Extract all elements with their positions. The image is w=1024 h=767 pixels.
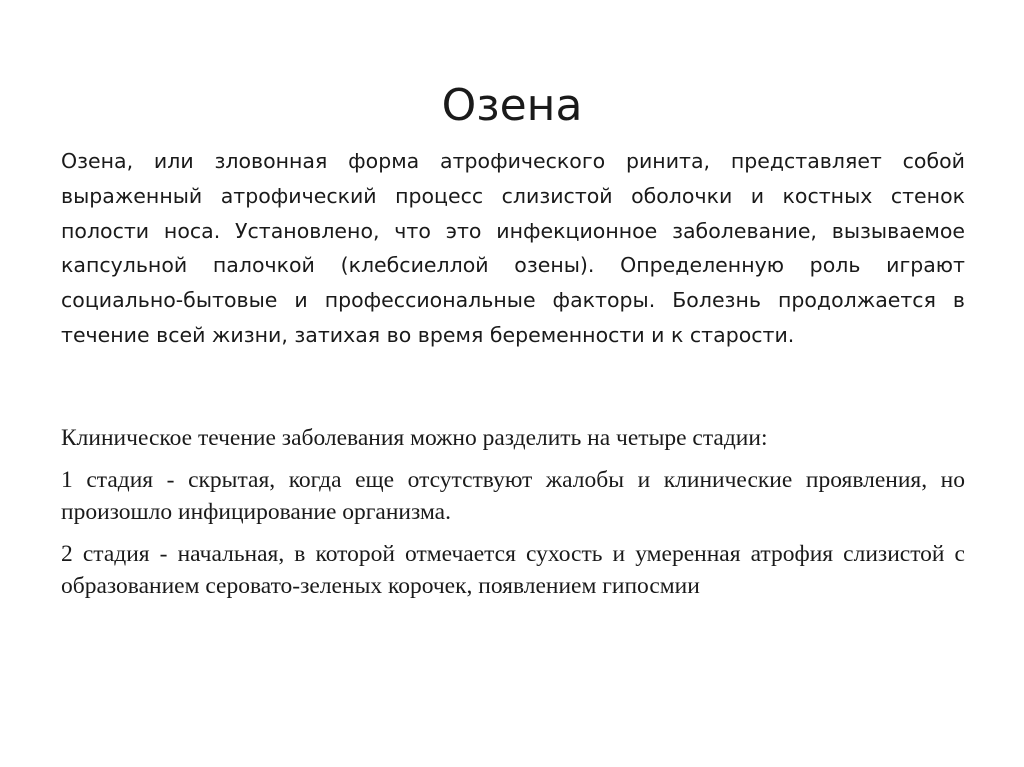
- slide-title: Озена: [441, 80, 583, 131]
- stage-1-paragraph: 1 стадия - скрытая, когда еще отсутствуют жалобы и клинические проявления, но произошло инфицирование организма.: [61, 467, 965, 525]
- intro-paragraph: Озена, или зловонная форма атрофического ринита, представляет собой выраженный атрофический процесс слизистой оболочки и костных стенок полости носа. Установлено, что это инфекционное заболевание, вызываемое капсульной палочкой (клебсиеллой озены). Определенную роль играют социально-бытовые и профессиональные факторы. Болезнь продолжается в течение всей жизни, затихая во время беременности и к старости.: [61, 149, 965, 347]
- stage-2-paragraph: 2 стадия - начальная, в которой отмечается сухость и умеренная атрофия слизистой с образованием серовато-зеленых корочек, появлением гипосмии: [61, 541, 965, 599]
- stages-intro-paragraph: Клиническое течение заболевания можно разделить на четыре стадии:: [61, 425, 768, 451]
- stages-section: [61, 422, 965, 612]
